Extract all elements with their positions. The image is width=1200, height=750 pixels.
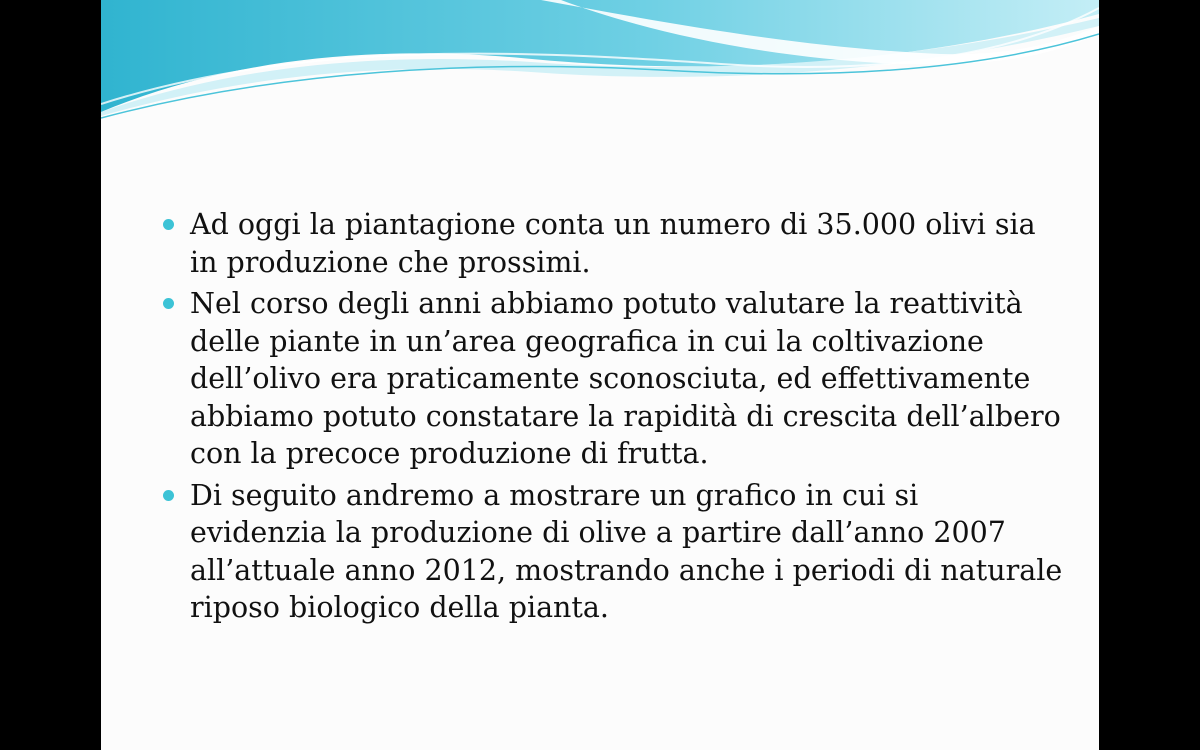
bullet-item <box>163 206 1063 281</box>
wave-banner <box>101 0 1099 140</box>
bullet-dot-icon <box>163 298 174 309</box>
bullet-dot-icon <box>163 219 174 230</box>
bullet-dot-icon <box>163 490 174 501</box>
bullet-item <box>163 285 1063 473</box>
bullet-text: Ad oggi la piantagione conta un numero di 35.000 olivi sia in produzione che prossimi. <box>190 208 1036 279</box>
slide <box>101 0 1099 750</box>
bullet-text: Di seguito andremo a mostrare un grafico in cui si evidenzia la produzione di olive a partire dall’anno 2007 all’attuale anno 2012, mostrando anche i periodi di naturale riposo biologico della pianta. <box>190 478 1063 624</box>
bullet-list <box>163 206 1063 631</box>
bullet-text: Nel corso degli anni abbiamo potuto valutare la reattività delle piante in un’area geografica in cui la coltivazione dell’olivo era praticamente sconosciuta, ed effettivamente abbiamo potuto constatare la rapidità di crescita dell’albero con la precoce produzione di frutta. <box>190 287 1061 470</box>
bullet-item <box>163 477 1063 627</box>
